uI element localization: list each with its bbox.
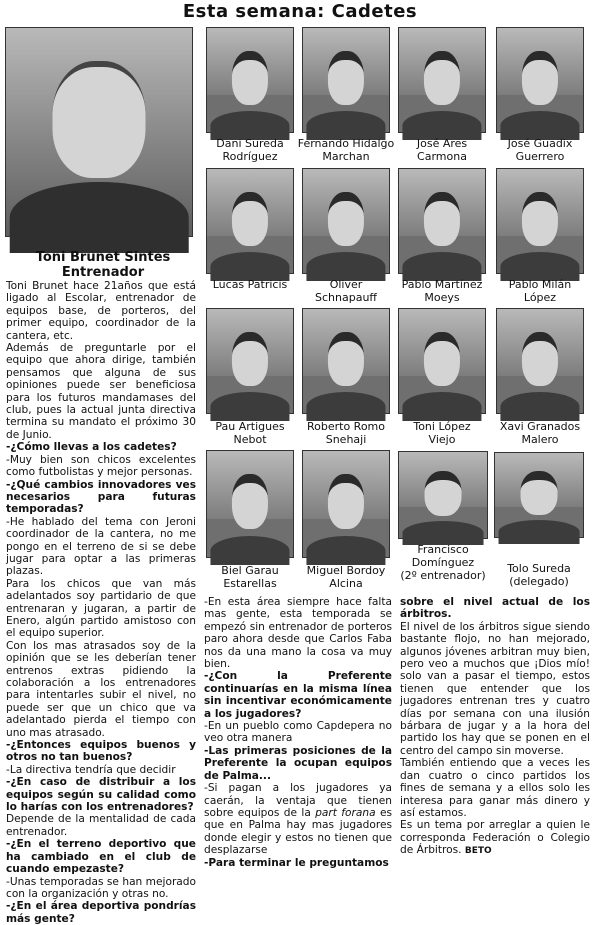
staff-caption <box>392 543 494 582</box>
staff-photo <box>398 451 488 539</box>
player-caption <box>296 137 396 163</box>
player-caption-line2: Moeys <box>424 291 460 304</box>
player-caption-line1: Oliver <box>329 278 363 291</box>
player-photo <box>496 308 584 414</box>
page-title: Esta semana: Cadetes <box>182 1 418 22</box>
player-caption-line1: Fernando Hidalgo <box>297 137 395 150</box>
player-caption <box>296 420 396 446</box>
player-caption <box>490 278 590 304</box>
coach-photo <box>5 27 193 237</box>
player-caption <box>490 420 590 446</box>
interview-question: -¿En el terreno deportivo que ha cambiado en el club de cuando empezaste? <box>6 838 196 876</box>
staff-caption-line3: (2º entrenador) <box>400 569 486 582</box>
player-caption <box>392 137 492 163</box>
player-caption <box>200 420 300 446</box>
interview-column-2 <box>204 596 392 869</box>
interview-paragraph: Con los mas atrasados soy de la opinión que se les deberían tener entrenos extras pidiendo la colaboración a los entrenadores para intentarles subir el nivel, no puede ser que un chico que va adelantado pierda el tiempo con uno mas atrasado. <box>6 639 196 739</box>
player-caption-line1: Lucas Patricis <box>212 278 288 291</box>
player-caption <box>296 278 396 304</box>
interview-column-1 <box>6 280 196 925</box>
player-caption <box>392 420 492 446</box>
interview-paragraph: -Muy bien son chicos excelentes como futbolistas y mejor personas. <box>6 453 196 479</box>
interview-paragraph: Es un tema por arreglar a quien le corresponda Federación o Colegio de Árbitros. BETO <box>400 819 590 857</box>
interview-paragraph: -En un pueblo como Capdepera no veo otra manera <box>204 720 392 745</box>
player-caption-line2: Schnapauff <box>315 291 377 304</box>
interview-question: -Las primeras posiciones de la Preferente la ocupan equipos de Palma... <box>204 744 392 782</box>
interview-column-3 <box>400 596 590 858</box>
coach-name: Toni Brunet Sintes <box>35 250 171 265</box>
interview-question: -¿Cómo llevas a los cadetes? <box>6 441 177 454</box>
player-photo <box>206 308 294 414</box>
interview-paragraph: Toni Brunet hace 21años que está ligado al Escolar, entrenador de equipos base, de porteros, del primer equipo, coordinador de la cantera, etc. <box>6 280 196 342</box>
interview-paragraph: Además de preguntarle por el equipo que ahora dirige, también pensamos que alguna de sus opiniones puede ser beneficiosa para los futuros mandamases del club, pues la actual junta directiva termina su mandato el próximo 30 de Junio. <box>6 342 196 441</box>
player-photo <box>206 450 294 558</box>
player-caption-line1: Miguel Bordoy <box>306 564 386 577</box>
player-caption-line1: Pablo Martínez <box>401 278 483 291</box>
staff-caption-line2: (delegado) <box>509 575 569 588</box>
staff-caption-line2: Domínguez <box>411 556 475 569</box>
player-photo <box>302 308 390 414</box>
player-caption-line1: Toni López <box>413 420 471 433</box>
interview-question: -¿En el área deportiva pondrías más gente? <box>6 900 196 925</box>
player-caption-line2: Rodríguez <box>222 150 278 163</box>
coach-name-block <box>5 250 201 280</box>
player-photo <box>206 27 294 133</box>
interview-question: -¿Entonces equipos buenos y otros no tan buenos? <box>6 739 196 764</box>
staff-photo <box>494 452 584 538</box>
player-caption <box>392 278 492 304</box>
player-caption <box>490 137 590 163</box>
player-caption-line1: Pablo Milán <box>508 278 572 291</box>
player-photo <box>398 308 486 414</box>
player-caption-line1: Xavi Granados <box>499 420 581 433</box>
player-caption-line1: Roberto Romo <box>306 420 385 433</box>
player-caption-line2: Estarellas <box>223 577 277 590</box>
player-photo <box>496 27 584 133</box>
player-caption <box>200 564 300 590</box>
interview-paragraph: El nivel de los árbitros sigue siendo bastante flojo, no han mejorado, algunos jóvenes arbitran muy bien, pero veo a muchos que ¡Dios mío! solo van a pasar el tiempo, estos tienen que entender que los jugadores entrenan tres y cuatro días por semana con una ilusión bárbara de jugar y a la hora del partido los hay que se ponen en el centro del campo sin moverse. <box>400 620 590 757</box>
player-caption-line2: Alcina <box>329 577 363 590</box>
player-caption-line2: Guerrero <box>515 150 565 163</box>
player-caption-line2: Carmona <box>417 150 467 163</box>
player-photo <box>302 27 390 133</box>
author-signature: BETO <box>464 846 492 857</box>
interview-paragraph: -Si pagan a los jugadores ya caerán, la ventaja que tienen sobre equipos de la part forana es que en Palma hay mas jugadores donde elegir y estos no tienen que desplazarse <box>204 782 392 857</box>
player-caption-line2: Viejo <box>428 433 456 446</box>
player-caption-line2: Marchan <box>322 150 370 163</box>
interview-question: sobre el nivel actual de los árbitros. <box>400 596 590 621</box>
player-caption-line1: José Ares <box>416 137 468 150</box>
staff-caption-line1: Tolo Sureda <box>507 562 571 575</box>
player-caption-line1: José Guadix <box>507 137 573 150</box>
player-photo <box>206 168 294 274</box>
coach-role: Entrenador <box>61 265 145 280</box>
player-photo <box>398 168 486 274</box>
player-photo <box>302 168 390 274</box>
player-caption <box>200 137 300 163</box>
player-caption-line1: Dani Sureda <box>216 137 284 150</box>
player-photo <box>398 27 486 133</box>
interview-paragraph: Para los chicos que van más adelantados soy partidario de que entrenaran y jugaran, a partir de Enero, algún partido amistoso con el equipo superior. <box>6 577 196 640</box>
player-caption-line2: Malero <box>521 433 559 446</box>
player-photo <box>302 450 390 558</box>
interview-question: -¿Con la Preferente continuarías en la misma línea sin incentivar económicamente a los jugadores? <box>204 670 392 720</box>
player-caption-line2: Nebot <box>233 433 267 446</box>
interview-paragraph: Depende de la mentalidad de cada entrenador. <box>6 813 196 838</box>
player-photo <box>496 168 584 274</box>
player-caption-line1: Biel Garau <box>221 564 279 577</box>
player-caption-line1: Pau Artigues <box>215 420 285 433</box>
staff-caption-line1: Francisco <box>417 543 469 556</box>
interview-paragraph: -He hablado del tema con Jeroni coordinador de la cantera, no me pongo en el terreno de si se debe jugar para optar a las primeras plazas. <box>6 515 196 578</box>
interview-paragraph: -En esta área siempre hace falta mas gente, esta temporada se empezó sin entrenador de porteros paro ahora desde que Carlos Faba nos da una mano la cosa va muy bien. <box>204 596 392 671</box>
player-caption-line2: Snehaji <box>325 433 367 446</box>
interview-question: -¿En caso de distribuir a los equipos según su calidad como lo harías con los entrenadores? <box>6 776 196 814</box>
interview-paragraph: -La directiva tendría que decidir <box>6 763 176 776</box>
player-caption-line2: López <box>523 291 557 304</box>
interview-paragraph: También entiendo que a veces les dan cuatro o cinco partidos los fines de semana y a ellos solo les interesa para ganar más dinero y así estamos. <box>400 757 590 819</box>
interview-paragraph: -Unas temporadas se han mejorado con la organización y otras no. <box>6 875 196 900</box>
interview-question: -Para terminar le preguntamos <box>204 856 389 869</box>
staff-caption <box>488 562 590 588</box>
player-caption <box>200 278 300 291</box>
interview-question: -¿Qué cambios innovadores ves necesarios para futuras temporadas? <box>6 478 196 516</box>
player-caption <box>296 564 396 590</box>
